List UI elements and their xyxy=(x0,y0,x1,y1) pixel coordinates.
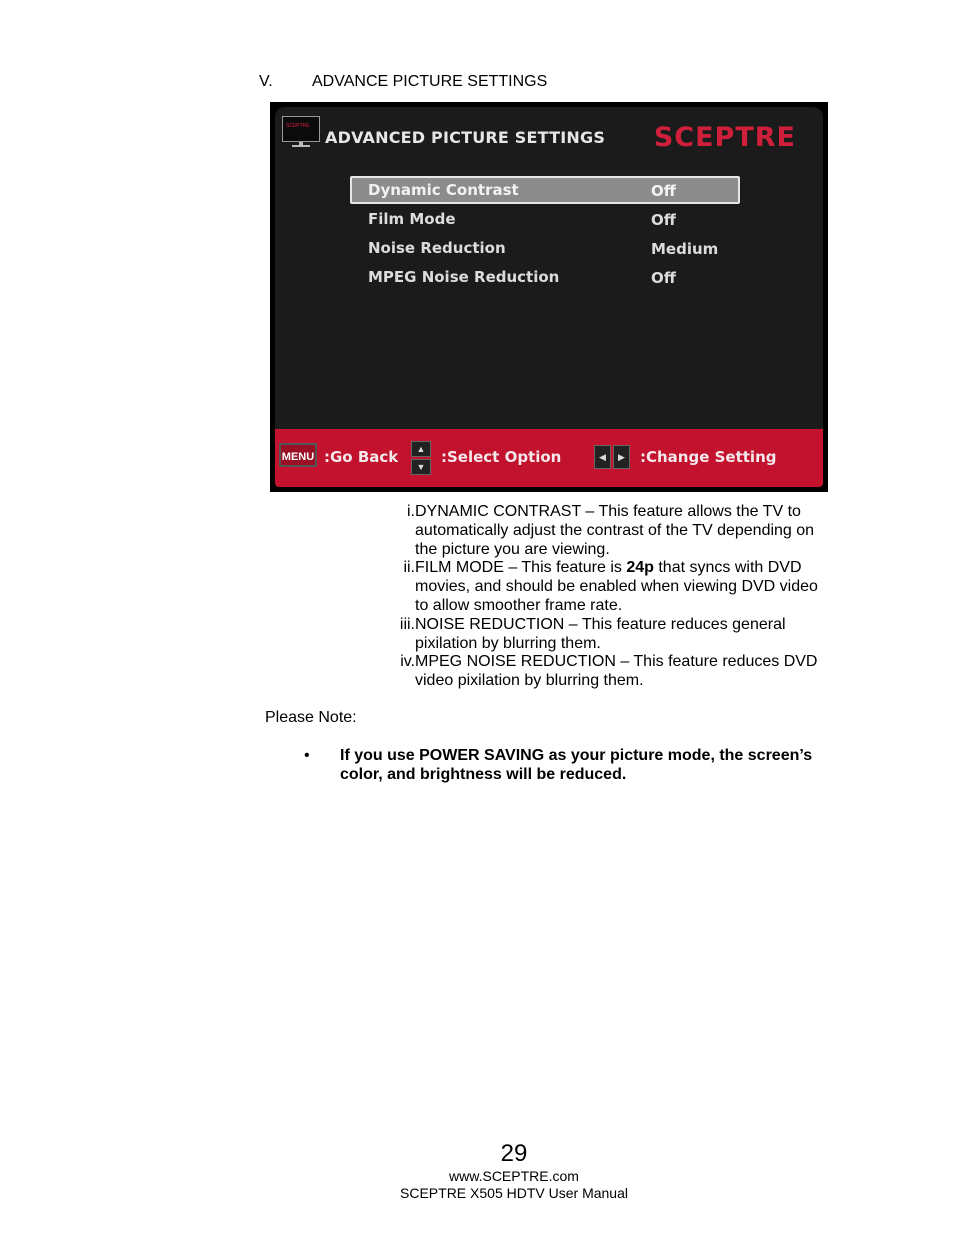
list-line: movies, and should be enabled when viewing DVD video xyxy=(415,578,818,596)
osd-screenshot xyxy=(270,102,828,492)
list-line: video pixilation by blurring them. xyxy=(415,672,644,690)
menu-item-value: Off xyxy=(651,182,676,200)
change-setting-hint: :Change Setting xyxy=(640,448,777,466)
list-item xyxy=(368,616,848,654)
list-text: FILM MODE – This feature is xyxy=(415,559,627,577)
list-item xyxy=(368,653,848,691)
osd-footer xyxy=(275,429,823,487)
up-down-arrows-icon: ▲ ▼ xyxy=(411,441,431,475)
bullet-symbol: • xyxy=(304,747,310,764)
list-bold-text: 24p xyxy=(626,559,654,577)
note-label: Please Note: xyxy=(265,709,357,726)
feature-list xyxy=(368,503,848,691)
list-line: NOISE REDUCTION – This feature reduces general xyxy=(415,615,786,633)
list-line: automatically adjust the contrast of the TV depending on xyxy=(415,521,815,539)
list-numeral: iv. xyxy=(400,653,415,671)
menu-key-icon: MENU xyxy=(279,443,317,467)
menu-item-value: Off xyxy=(651,269,676,287)
menu-item-label: Film Mode xyxy=(368,210,456,228)
list-numeral: i. xyxy=(407,503,415,520)
menu-item-dynamic-contrast[interactable] xyxy=(350,176,740,204)
section-numeral: V. xyxy=(259,73,273,90)
list-numeral: ii. xyxy=(403,559,415,577)
menu-item-value: Medium xyxy=(651,240,719,258)
section-title: ADVANCE PICTURE SETTINGS xyxy=(312,73,548,90)
tv-icon-logo: SCEPTRE xyxy=(286,123,310,129)
select-option-hint: :Select Option xyxy=(441,448,562,466)
go-back-hint: :Go Back xyxy=(324,448,399,466)
tv-icon xyxy=(282,116,320,146)
osd-panel xyxy=(275,107,823,487)
left-right-arrows-icon: ◀ ▶ xyxy=(594,445,630,469)
list-line: DYNAMIC CONTRAST – This feature allows the TV to xyxy=(415,503,801,520)
list-line: to allow smoother frame rate. xyxy=(415,596,623,614)
bullet-line: If you use POWER SAVING as your picture mode, the screen’s xyxy=(340,747,813,764)
menu-item-label: Noise Reduction xyxy=(368,239,506,257)
footer-website: www.SCEPTRE.com xyxy=(449,1168,579,1184)
osd-title: ADVANCED PICTURE SETTINGS xyxy=(325,128,606,147)
list-line: pixilation by blurring them. xyxy=(415,634,601,652)
page-number: 29 xyxy=(500,1140,528,1167)
menu-item-value: Off xyxy=(651,211,676,229)
menu-item-film-mode[interactable] xyxy=(350,205,740,233)
list-item xyxy=(368,503,848,559)
list-line xyxy=(415,559,848,578)
bullet-line: color, and brightness will be reduced. xyxy=(340,766,627,783)
menu-item-noise-reduction[interactable] xyxy=(350,234,740,262)
menu-item-mpeg-noise-reduction[interactable] xyxy=(350,263,740,291)
footer-manual-title: SCEPTRE X505 HDTV User Manual xyxy=(400,1185,628,1201)
list-numeral: iii. xyxy=(399,615,415,633)
list-line: MPEG NOISE REDUCTION – This feature reduces DVD xyxy=(415,653,818,671)
brand-logo: SCEPTRE xyxy=(653,122,796,153)
list-line: the picture you are viewing. xyxy=(415,540,610,558)
menu-item-label: Dynamic Contrast xyxy=(368,181,519,199)
menu-item-label: MPEG Noise Reduction xyxy=(368,268,560,286)
list-text: that syncs with DVD xyxy=(653,559,802,577)
list-item xyxy=(368,559,848,615)
